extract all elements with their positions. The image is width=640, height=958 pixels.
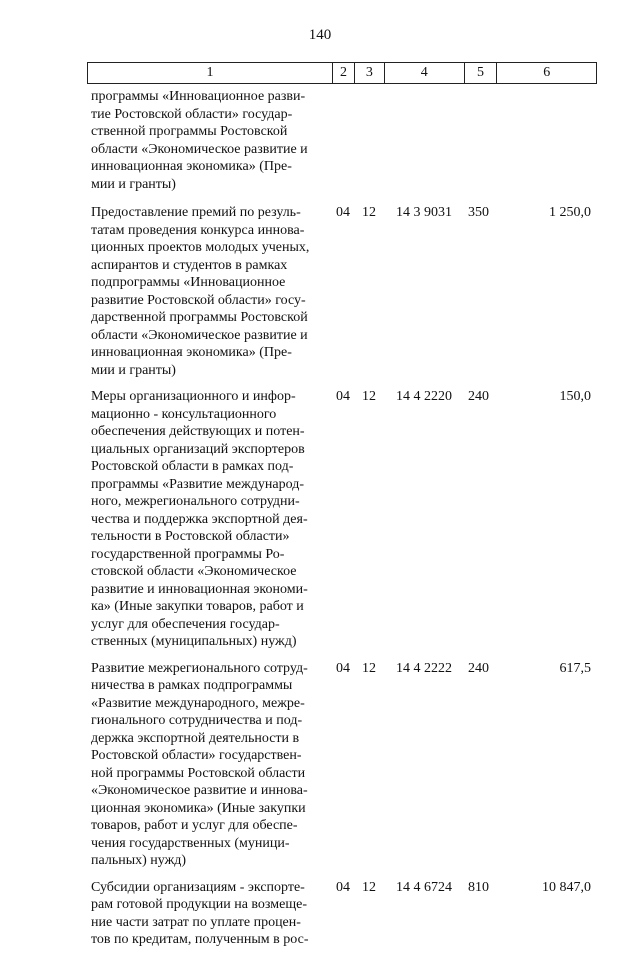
description-line: Меры организационного и инфор-	[91, 389, 296, 404]
description-line: «Развитие международного, межре-	[91, 695, 305, 711]
description-line: ка» (Иные закупки товаров, работ и	[91, 599, 304, 614]
description-line: инновационная экономика» (Пре-	[91, 345, 292, 360]
description-line: тельности в Ростовской области»	[91, 529, 290, 544]
description-line: ственной программы Ростовской	[91, 124, 288, 139]
description-line: обеспечения действующих и потен-	[91, 424, 305, 439]
target-article-code: 14 4 6724	[396, 879, 452, 895]
table-row	[87, 88, 597, 193]
target-article-code	[384, 88, 464, 193]
description-line: ционная экономика» (Иные закупки	[91, 800, 306, 816]
amount: 150,0	[559, 389, 591, 404]
description-line: ционных проектов молодых ученых,	[91, 240, 310, 255]
description-line: Предоставление премий по резуль-	[91, 205, 301, 220]
table-row	[87, 388, 597, 651]
description-line: развитие Ростовской области» госу-	[91, 292, 306, 308]
description-line: аспирантов и студентов в рамках	[91, 257, 288, 273]
description-line: услуг для обеспечения государ-	[91, 616, 280, 632]
target-article-code: 14 4 2220	[396, 389, 452, 404]
description-line: стовской области «Экономическое	[91, 564, 297, 579]
subsection-code: 12	[362, 879, 376, 895]
target-article-code: 14 3 9031	[396, 205, 452, 220]
section-code: 04	[336, 389, 350, 404]
description-line: «Экономическое развитие и иннова-	[91, 783, 308, 798]
row-description	[87, 88, 332, 193]
description-line: Субсидии организациям - экспорте-	[91, 879, 305, 895]
amount: 617,5	[559, 660, 591, 676]
subsection-code: 12	[362, 660, 376, 676]
amount	[497, 88, 597, 193]
column-header-1: 1	[206, 65, 214, 80]
description-line: чения государственных (муници-	[91, 835, 290, 851]
description-line: государственной программы Ро-	[91, 546, 285, 562]
table-body	[87, 88, 597, 958]
column-header-3: 3	[354, 63, 384, 83]
description-line: развитие и инновационная экономи-	[91, 581, 308, 597]
description-line: инновационная экономика» (Пре-	[91, 159, 292, 174]
subsection-code: 12	[362, 389, 376, 404]
table-row	[87, 204, 597, 379]
column-header-5: 5	[464, 63, 497, 83]
expense-type-code: 240	[468, 389, 489, 404]
description-line: программы «Инновационное разви-	[91, 89, 306, 104]
amount: 1 250,0	[549, 205, 591, 220]
description-line: области «Экономическое развитие и	[91, 141, 308, 157]
subsection-code	[354, 88, 384, 193]
description-line: гионального сотрудничества и под-	[91, 713, 303, 728]
table-header	[87, 62, 597, 84]
section-code: 04	[336, 205, 350, 220]
description-line: мационно - консультационного	[91, 406, 277, 422]
description-line: ной программы Ростовской области	[91, 765, 306, 781]
description-line: рам готовой продукции на возмеще-	[91, 897, 307, 912]
description-line: ничества в рамках подпрограммы	[91, 678, 293, 693]
description-line: тие Ростовской области» государ-	[91, 106, 293, 122]
page-number: 140	[308, 27, 332, 43]
description-line: Развитие межрегионального сотруд-	[91, 660, 308, 676]
description-line: ного, межрегионального сотрудни-	[91, 494, 300, 509]
row-description	[87, 388, 332, 651]
column-header-2: 2	[332, 63, 354, 83]
table-row	[87, 879, 597, 949]
description-line: Ростовской области в рамках под-	[91, 459, 294, 474]
section-code	[332, 88, 354, 193]
description-line: области «Экономическое развитие и	[91, 327, 308, 343]
expense-type-code: 810	[468, 879, 489, 895]
description-line: программы «Развитие международ-	[91, 476, 304, 492]
target-article-code: 14 4 2222	[396, 660, 452, 676]
table-row	[87, 660, 597, 870]
description-line: тов по кредитам, полученным в рос-	[91, 932, 309, 947]
description-line: пальных) нужд)	[91, 853, 187, 868]
expense-type-code: 350	[468, 205, 489, 220]
section-code: 04	[336, 879, 350, 895]
description-line: подпрограммы «Инновационное	[91, 275, 286, 290]
description-line: Ростовской области» государствен-	[91, 748, 302, 763]
amount: 10 847,0	[542, 879, 591, 895]
expense-type-code	[464, 88, 497, 193]
row-description	[87, 879, 332, 949]
description-line: дарственной программы Ростовской	[91, 310, 308, 325]
description-line: мии и гранты)	[91, 362, 176, 378]
description-line: товаров, работ и услуг для обеспе-	[91, 818, 298, 833]
description-line: ние части затрат по уплате процен-	[91, 914, 301, 930]
description-line: татам проведения конкурса иннова-	[91, 222, 305, 238]
description-line: держка экспортной деятельности в	[91, 730, 300, 746]
row-description	[87, 660, 332, 870]
description-line: мии и гранты)	[91, 176, 176, 192]
column-header-4: 4	[384, 63, 464, 83]
section-code: 04	[336, 660, 350, 676]
column-header-6: 6	[496, 63, 596, 83]
row-description	[87, 204, 332, 379]
description-line: ственных (муниципальных) нужд)	[91, 634, 297, 649]
subsection-code: 12	[362, 205, 376, 220]
description-line: чества и поддержка экспортной дея-	[91, 511, 308, 527]
expense-type-code: 240	[468, 660, 489, 676]
description-line: циальных организаций экспортеров	[91, 441, 305, 457]
